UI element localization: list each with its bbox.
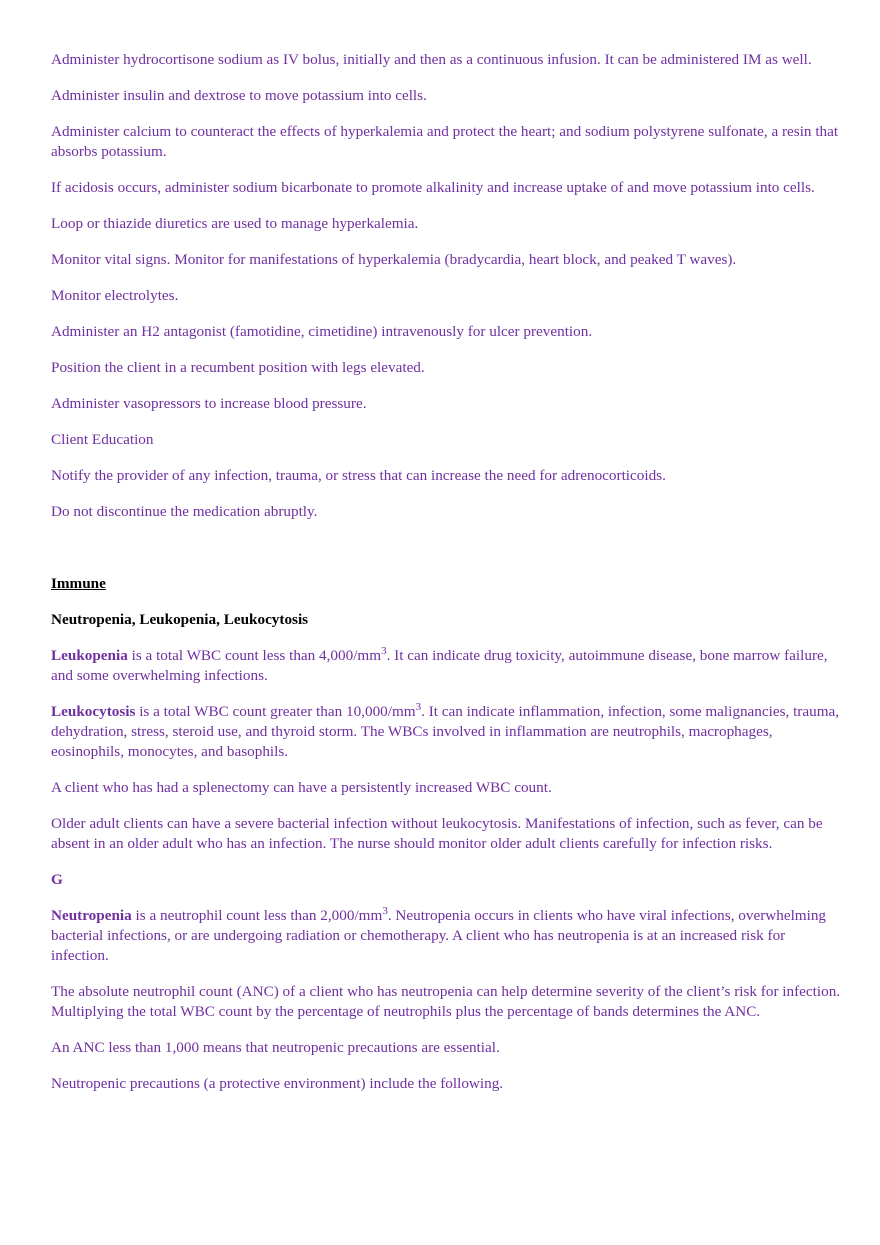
- term-leukopenia: Leukopenia: [51, 647, 128, 664]
- paragraph-do-not-discontinue: Do not discontinue the medication abruptly.: [51, 503, 318, 520]
- paragraph-h2-antagonist: Administer an H2 antagonist (famotidine, cimetidine) intravenously for ulcer prevention.: [51, 323, 593, 340]
- superscript-3: 3: [382, 905, 388, 917]
- paragraph-positioning: Position the client in a recumbent position with legs elevated.: [51, 359, 425, 376]
- leukocytosis-details: . It can indicate inflammation, infection, some malignancies, trauma, dehydration, stress, steroid use, and thyroid storm. The WBCs involved in inflammation are neutrophils, macrophages, eosinophils, monocytes, and basophils.: [51, 703, 840, 760]
- paragraph-older-adult: Older adult clients can have a severe bacterial infection without leukocytosis. Manifestations of infection, such as fever, can be absent in an older adult who has an infection. The nurse should monitor older adult clients carefully for infection risks.: [51, 815, 823, 852]
- paragraph-calcium: Administer calcium to counteract the effects of hyperkalemia and protect the heart; and sodium polystyrene sulfonate, a resin that absorbs potassium.: [51, 123, 839, 160]
- paragraph-neutropenia: [51, 906, 841, 966]
- subsection-heading: Neutropenia, Leukopenia, Leukocytosis: [51, 611, 309, 628]
- superscript-3: 3: [381, 645, 387, 657]
- leukocytosis-definition: is a total WBC count greater than 10,000/mm: [135, 703, 416, 720]
- paragraph-hydrocortisone: Administer hydrocortisone sodium as IV bolus, initially and then as a continuous infusion. It can be administered IM as well.: [51, 51, 812, 68]
- paragraph-electrolytes: Monitor electrolytes.: [51, 287, 179, 304]
- neutropenia-details: . Neutropenia occurs in clients who have viral infections, overwhelming bacterial infections, or are undergoing radiation or chemotherapy. A client who has neutropenia is at an increased risk for infection.: [51, 907, 827, 964]
- paragraph-insulin-dextrose: Administer insulin and dextrose to move potassium into cells.: [51, 87, 427, 104]
- paragraph-notify-provider: Notify the provider of any infection, trauma, or stress that can increase the need for adrenocorticoids.: [51, 467, 666, 484]
- paragraph-leukocytosis: [51, 702, 841, 762]
- paragraph-anc-threshold: An ANC less than 1,000 means that neutropenic precautions are essential.: [51, 1039, 500, 1056]
- paragraph-vital-signs: Monitor vital signs. Monitor for manifestations of hyperkalemia (bradycardia, heart block, and peaked T waves).: [51, 251, 737, 268]
- document-page: [51, 50, 841, 1110]
- marker-letter: G: [51, 871, 63, 888]
- term-neutropenia: Neutropenia: [51, 907, 132, 924]
- neutropenia-definition: is a neutrophil count less than 2,000/mm: [131, 907, 383, 924]
- paragraph-leukopenia: [51, 646, 841, 686]
- section-heading-immune: Immune: [51, 575, 106, 592]
- paragraph-precautions-intro: Neutropenic precautions (a protective environment) include the following.: [51, 1075, 504, 1092]
- paragraph-vasopressors: Administer vasopressors to increase blood pressure.: [51, 395, 367, 412]
- paragraph-acidosis: If acidosis occurs, administer sodium bicarbonate to promote alkalinity and increase uptake of and move potassium into cells.: [51, 179, 815, 196]
- term-leukocytosis: Leukocytosis: [51, 703, 136, 720]
- paragraph-anc: The absolute neutrophil count (ANC) of a client who has neutropenia can help determine severity of the client’s risk for infection. Multiplying the total WBC count by the percentage of neutrophils plus the percentage of bands determines the ANC.: [51, 983, 841, 1020]
- leukopenia-details: . It can indicate drug toxicity, autoimmune disease, bone marrow failure, and some overwhelming infections.: [51, 647, 828, 684]
- leukopenia-definition: is a total WBC count less than 4,000/mm: [127, 647, 382, 664]
- paragraph-splenectomy: A client who has had a splenectomy can have a persistently increased WBC count.: [51, 779, 552, 796]
- superscript-3: 3: [415, 701, 422, 713]
- section-spacer: [51, 538, 841, 574]
- paragraph-diuretics: Loop or thiazide diuretics are used to manage hyperkalemia.: [51, 215, 419, 232]
- paragraph-client-education: Client Education: [51, 431, 154, 448]
